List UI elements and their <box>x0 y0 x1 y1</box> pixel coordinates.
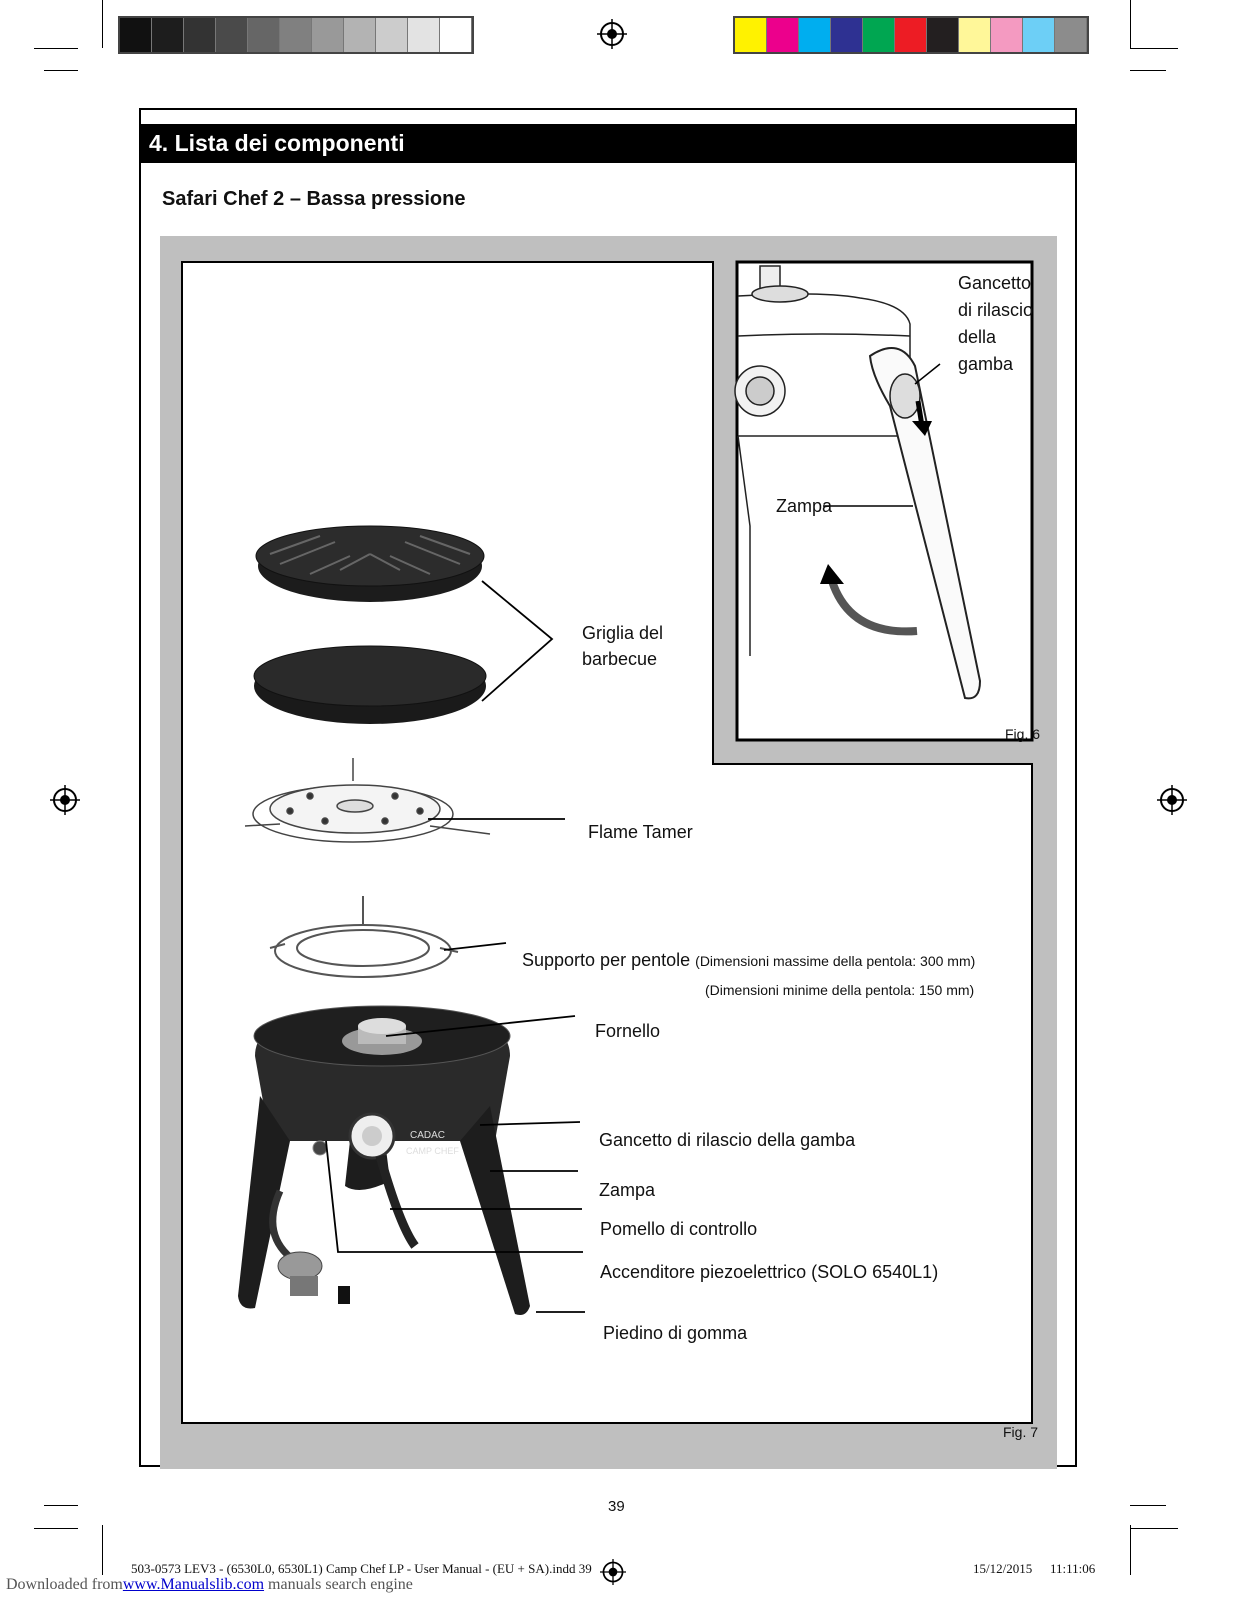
page-number: 39 <box>608 1498 625 1515</box>
color-swatch <box>959 18 991 52</box>
pot-max-size: (Dimensioni massime della pentola: 300 mm) <box>695 953 976 969</box>
grayscale-swatch <box>344 18 376 52</box>
grayscale-swatch <box>120 18 152 52</box>
pot-support-name: Supporto per pentole <box>522 950 691 970</box>
flame-tamer-label: Flame Tamer <box>588 822 693 842</box>
crop-mark <box>34 48 78 49</box>
grayscale-color-bar <box>118 16 474 54</box>
color-swatch <box>735 18 767 52</box>
color-swatch <box>895 18 927 52</box>
fig6-caption: Fig. 6 <box>1005 726 1041 742</box>
crop-mark <box>34 1528 78 1529</box>
registration-mark-icon <box>50 785 80 815</box>
product-subtitle: Safari Chef 2 – Bassa pressione <box>162 188 466 210</box>
grayscale-swatch <box>440 18 472 52</box>
crop-mark <box>1130 1505 1166 1506</box>
color-swatch <box>799 18 831 52</box>
crop-mark <box>102 1525 103 1575</box>
registration-mark-icon <box>600 1559 626 1585</box>
grayscale-swatch <box>280 18 312 52</box>
manualslib-link[interactable]: www.Manualslib.com <box>122 1576 265 1593</box>
leg-release-hook-label: Gancetto di rilascio della gamba <box>599 1130 856 1150</box>
footer-date: 15/12/2015 <box>973 1561 1033 1576</box>
color-swatch <box>863 18 895 52</box>
color-swatch <box>767 18 799 52</box>
registration-mark-icon <box>1157 785 1187 815</box>
crop-mark <box>1130 48 1178 49</box>
grayscale-swatch <box>248 18 280 52</box>
fig6-leg-label: Zampa <box>776 496 833 516</box>
footer-time: 11:11:06 <box>1050 1561 1096 1576</box>
registration-mark-icon <box>597 19 627 49</box>
grayscale-swatch <box>408 18 440 52</box>
footer-file-info: 503-0573 LEV3 - (6530L0, 6530L1) Camp Chef LP - User Manual - (EU + SA).indd 39 <box>131 1561 592 1576</box>
color-swatch <box>831 18 863 52</box>
grill-plate-flat-drawing <box>254 646 486 724</box>
color-swatch <box>1023 18 1055 52</box>
grayscale-swatch <box>312 18 344 52</box>
crop-mark <box>44 70 78 71</box>
watermark-suffix: manuals search engine <box>268 1576 413 1593</box>
crop-mark <box>1130 1528 1178 1529</box>
grill-label: Griglia del barbecue <box>582 623 664 669</box>
fig7-caption: Fig. 7 <box>1003 1424 1039 1440</box>
grill-plate-ribbed-drawing <box>256 526 484 602</box>
crop-mark <box>1130 0 1131 48</box>
brand-name-text: CAMP CHEF <box>406 1146 459 1156</box>
section-title: 4. Lista dei componenti <box>139 124 1075 163</box>
grayscale-swatch <box>216 18 248 52</box>
leg-label: Zampa <box>599 1180 656 1200</box>
pot-min-size: (Dimensioni minime della pentola: 150 mm) <box>705 982 975 998</box>
burner-label: Fornello <box>595 1021 661 1041</box>
grayscale-swatch <box>376 18 408 52</box>
piezo-igniter-label: Accenditore piezoelettrico (SOLO 6540L1) <box>600 1262 939 1282</box>
rubber-foot-label: Piedino di gomma <box>603 1323 748 1343</box>
download-watermark <box>6 1576 413 1594</box>
color-swatch <box>991 18 1023 52</box>
grayscale-swatch <box>184 18 216 52</box>
crop-mark <box>1130 1525 1131 1575</box>
watermark-prefix: Downloaded from <box>6 1576 123 1593</box>
crop-mark <box>1130 70 1166 71</box>
grayscale-swatch <box>152 18 184 52</box>
brand-logo-text: CADAC <box>410 1130 446 1141</box>
crop-mark <box>44 1505 78 1506</box>
fig6-leg-release-hook-label: Gancetto di rilascio della gamba <box>958 273 1034 374</box>
control-knob-label: Pomello di controllo <box>600 1219 758 1239</box>
parts-illustration <box>160 236 1057 1469</box>
color-swatch <box>927 18 959 52</box>
color-swatch <box>1055 18 1087 52</box>
pot-support-label <box>522 950 975 971</box>
crop-mark <box>102 0 103 48</box>
process-color-bar <box>733 16 1089 54</box>
